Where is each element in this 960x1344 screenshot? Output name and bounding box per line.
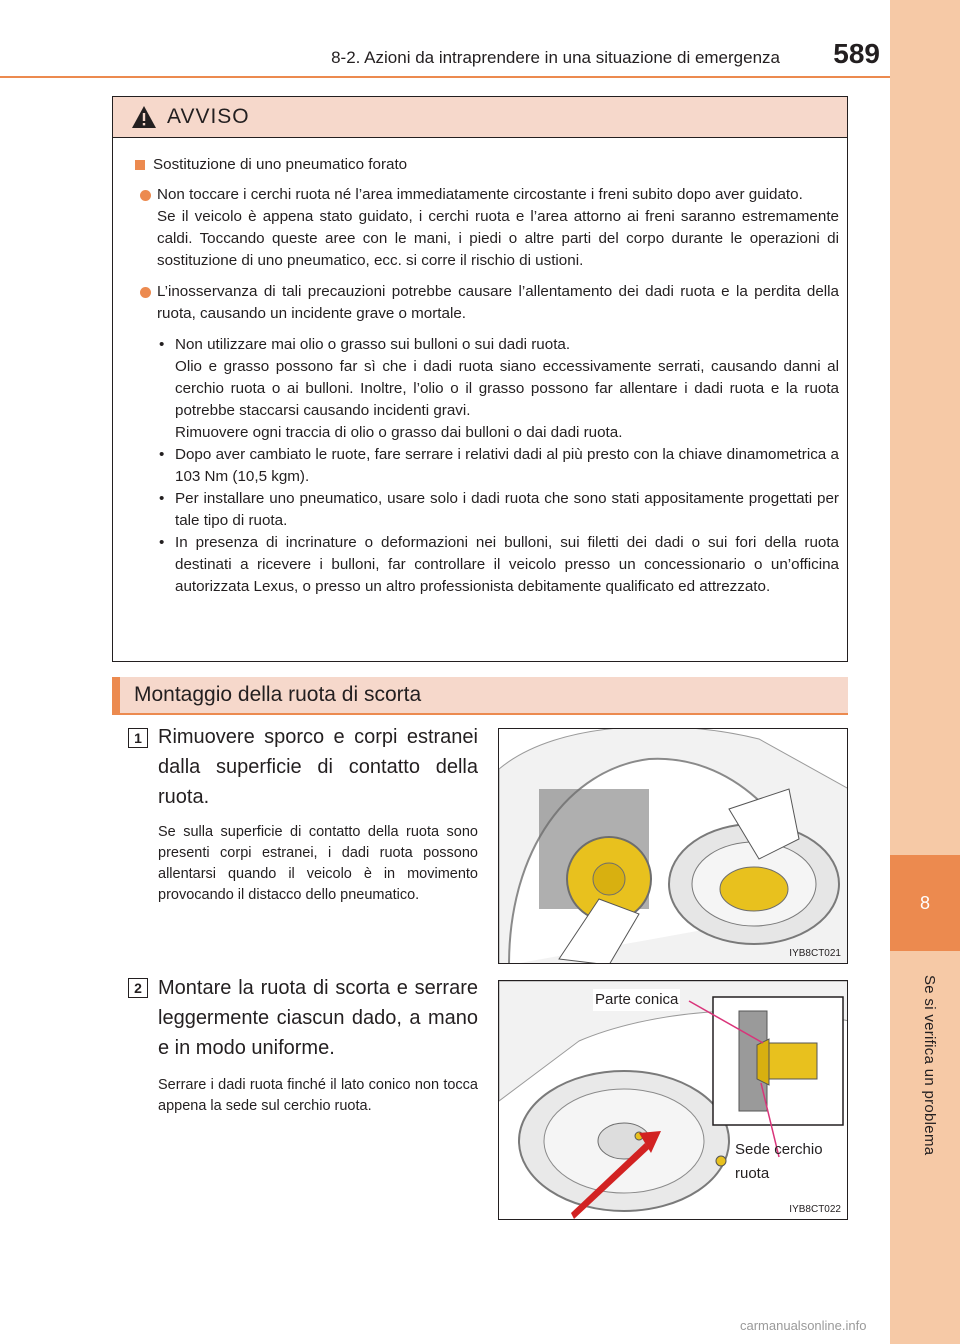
section-heading: Montaggio della ruota di scorta <box>112 677 848 713</box>
figure-mount-spare <box>498 980 848 1220</box>
dot-bullet-icon <box>140 287 151 298</box>
warning-box <box>112 96 848 662</box>
warning-bullet: • Per installare uno pneumatico, usare solo i dadi ruota che sono stati appositamente progettati per tale tipo di ruota. <box>159 490 839 529</box>
square-bullet-icon <box>135 160 145 170</box>
chapter-sidebar <box>890 0 960 1344</box>
warning-bullet: • Non utilizzare mai olio o grasso sui bulloni o sui dadi ruota. Olio e grasso possono far sì che i dadi ruota siano eccessivamente serrati, causando danni al cerchio ruota o ai bulloni. Inoltre, l’olio o il grasso possono far allentare i dadi ruota e la ruota potrebbe staccarsi causando incidenti gravi. Rimuovere ogni traccia di olio o grasso dai bulloni o dai dadi ruota. <box>159 336 839 441</box>
dot-bullet-icon <box>140 190 151 201</box>
site-watermark: carmanualsonline.info <box>740 1318 867 1333</box>
spare-wheel-illustration <box>499 981 848 1220</box>
warning-paragraph: Non toccare i cerchi ruota né l’area immediatamente circostante i freni subito dopo aver guidato. Se il veicolo è appena stato guidato, i cerchi ruota e l’area attorno ai freni saranno estremamente caldi. Toccando queste aree con le mani, i piedi o altre parti del corpo durante le operazioni di sostituzione di uno pneumatico, ecc. si corre il rischio di ustioni. <box>135 184 839 272</box>
warning-title: AVVISO <box>167 105 250 128</box>
warning-bullet: • Dopo aver cambiato le ruote, fare serrare i relativi dadi al più presto con la chiave dinamometrica a 103 Nm (10,5 kgm). <box>159 446 839 485</box>
step-description: Serrare i dadi ruota finché il lato conico non tocca appena la sede sul cerchio ruota. <box>158 1077 478 1114</box>
callout-label-seat-1: Sede cerchio <box>735 1141 823 1158</box>
callout-label-seat-2: ruota <box>735 1165 770 1182</box>
step-number-badge: 1 <box>128 728 148 748</box>
warning-header <box>113 97 847 138</box>
warning-section-title: Sostituzione di uno pneumatico forato <box>135 154 839 176</box>
figure-code: IYB8CT021 <box>789 948 841 959</box>
warning-paragraph: L’inosservanza di tali precauzioni potrebbe causare l’allentamento dei dadi ruota e la perdita della ruota, causando un incidente grave o mortale. <box>135 281 839 325</box>
figure-clean-wheel <box>498 728 848 964</box>
step-title: Rimuovere sporco e corpi estranei dalla superficie di contatto della ruota. <box>158 726 478 808</box>
step-description: Se sulla superficie di contatto della ruota sono presenti corpi estranei, i dadi ruota possono allentarsi quando il veicolo è in movimento provocando il distacco dello pneumatico. <box>158 824 478 903</box>
wheel-cleaning-illustration <box>499 729 848 964</box>
figure-code: IYB8CT022 <box>789 1204 841 1215</box>
chapter-number: 8 <box>890 855 960 951</box>
warning-triangle-icon <box>131 105 157 129</box>
callout-label-cone: Parte conica <box>593 989 680 1011</box>
step-number-badge: 2 <box>128 978 148 998</box>
step-title: Montare la ruota di scorta e serrare leggermente ciascun dado, a mano e in modo uniforme. <box>158 977 478 1059</box>
page-number: 589 <box>833 38 880 69</box>
chapter-title: Se si verifica un problema <box>921 975 938 1156</box>
running-header: 8-2. Azioni da intraprendere in una situazione di emergenza <box>331 48 780 67</box>
header-rule <box>0 76 890 78</box>
section-rule <box>112 713 848 715</box>
warning-bullet: • In presenza di incrinature o deformazioni nei bulloni, sui filetti dei dadi o sui fori della ruota destinati a ricevere i bulloni, far controllare il veicolo presso un concessionario o un’officina autorizzata Lexus, o presso un altro professionista debitamente qualificato ed attrezzato. <box>159 534 839 595</box>
